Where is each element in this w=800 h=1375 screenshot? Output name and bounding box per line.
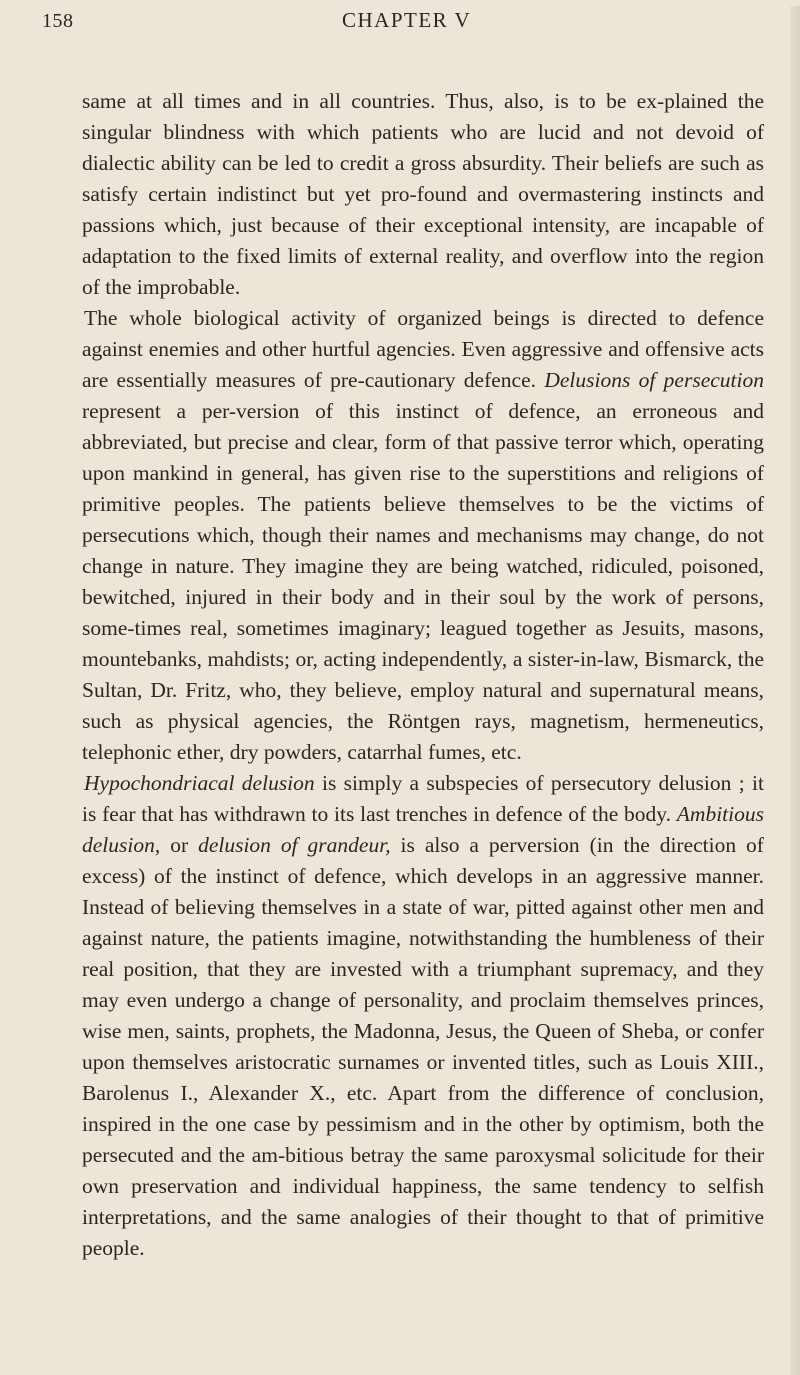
paragraph-2-text-b: represent a per-version of this instinct of defence, an erroneous and abbreviated, but precise and clear, form of that passive terror which, operating upon mankind in general, has given rise to the superstitions and religions of primitive peoples. The patients believe themselves to be the victims of persecutions which, though their names and mechanisms may change, do not change in nature. They imagine they are being watched, ridiculed, poisoned, bewitched, injured in their body and in their soul by the work of persons, some-times real, sometimes imaginary; leagued together as Jesuits, masons, mountebanks, mahdists; or, acting independently, a sister-in-law, Bismarck, the Sultan, Dr. Fritz, who, they believe, employ natural and supernatural means, such as physical agencies, the Röntgen rays, magnetism, hermeneutics, telephonic ether, dry powders, catarrhal fumes, etc. xyxy=(82,399,764,764)
paragraph-3-text-b: or xyxy=(160,833,199,857)
chapter-title: CHAPTER V xyxy=(342,8,472,32)
paragraph-3 xyxy=(82,768,764,1264)
page-edge xyxy=(790,6,800,1375)
paragraph-1 xyxy=(82,86,764,303)
paragraph-3-text-a: is simply a subspecies of persecutory delusion ; it is fear that has withdrawn to its last trenches in defence of the body. xyxy=(82,771,764,826)
paragraph-2 xyxy=(82,303,764,768)
body-text xyxy=(82,86,764,1264)
term-delusions-of-persecution: Delusions of persecution xyxy=(544,368,764,392)
paragraph-3-text-c: is also a perversion (in the direction of excess) of the instinct of defence, which develops in an aggressive manner. Instead of believing themselves in a state of war, pitted against other men and against nature, the patients imagine, notwithstanding the humbleness of their real position, that they are invested with a triumphant supremacy, and they may even undergo a change of personality, and proclaim themselves princes, wise men, saints, prophets, the Madonna, Jesus, the Queen of Sheba, or confer upon themselves aristocratic surnames or invented titles, such as Louis XIII., Barolenus I., Alexander X., etc. Apart from the difference of conclusion, inspired in the one case by pessimism and in the other by optimism, both the persecuted and the am-bitious betray the same paroxysmal solicitude for their own preservation and individual happiness, the same tendency to selfish interpretations, and the same analogies of their thought to that of primitive people. xyxy=(82,833,764,1260)
term-ambitious-delusion: Ambitious delusion, xyxy=(82,802,764,857)
paragraph-1-text: same at all times and in all countries. Thus, also, is to be ex-plained the singular blindness with which patients who are lucid and not devoid of dialectic ability can be led to credit a gross absurdity. Their beliefs are such as satisfy certain indistinct but yet pro-found and overmastering instincts and passions which, just because of their exceptional intensity, are incapable of adaptation to the fixed limits of external reality, and overflow into the region of the improbable. xyxy=(82,89,764,299)
paragraph-2-text-a: The whole biological activity of organized beings is directed to defence against enemies and other hurtful agencies. Even aggressive and offensive acts are essentially measures of pre-cautionary defence. xyxy=(82,306,764,392)
running-head xyxy=(42,6,764,46)
term-delusion-of-grandeur: delusion of grandeur, xyxy=(198,833,391,857)
term-hypochondriacal-delusion: Hypochondriacal delusion xyxy=(84,771,315,795)
page-number: 158 xyxy=(42,10,74,32)
book-page xyxy=(0,6,800,1375)
